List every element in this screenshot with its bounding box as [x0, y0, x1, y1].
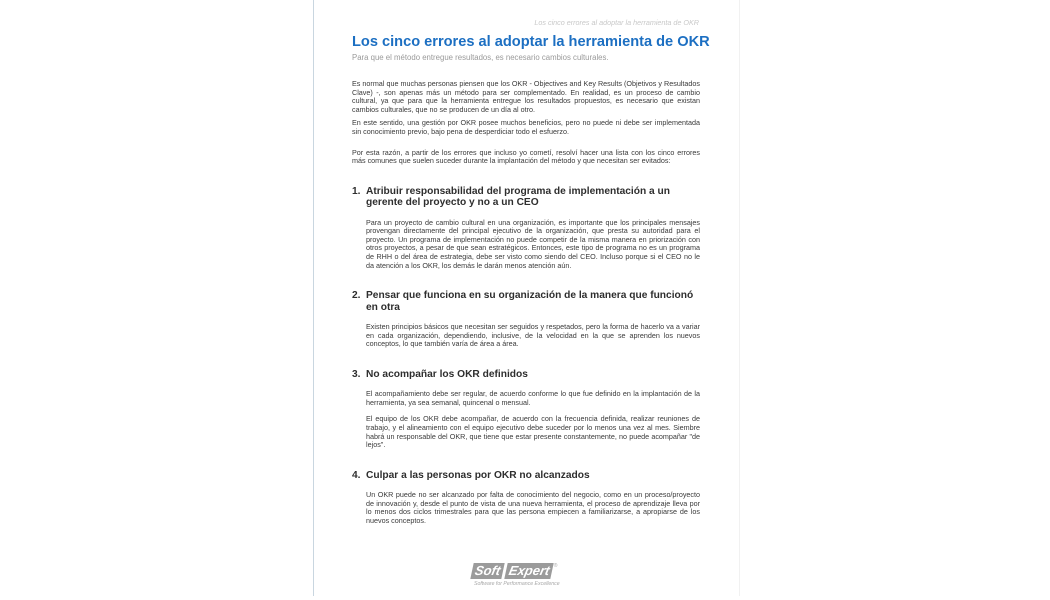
section-body — [366, 219, 700, 271]
section-body — [366, 390, 700, 450]
section-number: 2. — [352, 290, 361, 302]
intro-paragraph-1: Es normal que muchas personas piensen que los OKR - Objectives and Key Results (Objetivos y Resultados Clave) -, son apenas más un método para ser complementado. En realidad, es un proceso de cambio cultural, ya que para que la herramienta entregue los resultados propuestos, es necesario que existan cambios culturales, que no se producen de un día al otro. — [352, 79, 700, 114]
softexpert-logo — [472, 563, 582, 593]
document-subtitle: Para que el método entregue resultados, es necesario cambios culturales. — [352, 53, 609, 62]
section-paragraph: Un OKR puede no ser alcanzado por falta de conocimiento del negocio, como en un proceso/proyecto de innovación y, desde el punto de vista de una nueva herramienta, el proceso de aprendizaje lleva por lo menos dos ciclos trimestrales para que las persona empiecen a familiarizarse, a apropiarse de los nuevos conceptos. — [366, 490, 700, 525]
logo-word-expert: Expert — [505, 563, 555, 579]
document-title: Los cinco errores al adoptar la herramienta de OKR — [352, 34, 710, 50]
section-number: 4. — [352, 469, 361, 481]
logo-wordmark — [472, 563, 582, 579]
section-paragraph: Existen principios básicos que necesitan ser seguidos y respetados, pero la forma de hacerlo va a variar en cada organización, dependiendo, inclusive, de la velocidad en la que se aprenden los nuevos conceptos, lo que también varía de área a área. — [366, 321, 700, 349]
section-3 — [352, 369, 700, 450]
section-title: Culpar a las personas por OKR no alcanzados — [366, 469, 590, 481]
section-heading — [352, 369, 700, 380]
intro-paragraph-3: Por esta razón, a partir de los errores que incluso yo cometí, resolví hacer una lista con los cinco errores más comunes que suelen suceder durante la implantación del método y que necesitan ser evitados: — [352, 147, 700, 166]
section-title: Atribuir responsabilidad del programa de implementación a un gerente del proyecto y no a un CEO — [366, 185, 670, 209]
section-heading — [352, 186, 700, 209]
section-2 — [352, 290, 700, 349]
section-paragraph: El equipo de los OKR debe acompañar, de acuerdo con la frecuencia definida, realizar reuniones de trabajo, y el alineamiento con el equipo ejecutivo debe suceder por lo menos una vez al mes. Siembre habrá un responsable del OKR, que tiene que estar presente constantemente, no puede acompañar "de lejos". — [366, 414, 700, 450]
registered-mark-icon: ® — [553, 563, 558, 569]
section-title: Pensar que funciona en su organización de la manera que funcionó en otra — [366, 290, 694, 313]
section-body — [366, 491, 700, 525]
section-paragraph: Para un proyecto de cambio cultural en una organización, es importante que los principales mensajes provengan directamente del principal ejecutivo de la organización, que presta su autoridad para el proyecto. Un programa de implementación no puede competir de la misma manera en priorización con otros proyectos, a pesar de que sean estratégicos. Entonces, este tipo de programa no es un programa de RHH o del área de estrategia, debe ser visto como siendo del CEO. Incluso porque si el CEO no le da atención a los OKR, los demás le darán menos atención aún. — [366, 217, 700, 270]
section-heading — [352, 290, 700, 313]
section-title: No acompañar los OKR definidos — [366, 368, 528, 380]
section-body — [366, 323, 700, 349]
section-heading — [352, 470, 700, 481]
section-number: 3. — [352, 368, 361, 380]
section-4 — [352, 470, 700, 526]
document-page — [313, 0, 740, 596]
section-1 — [352, 186, 700, 270]
running-header: Los cinco errores al adoptar la herramienta de OKR — [534, 18, 699, 27]
logo-tagline: Software for Performance Excellence — [474, 581, 560, 587]
intro-paragraph-2: En este sentido, una gestión por OKR posee muchos beneficios, pero no puede ni debe ser implementada sin conocimiento previo, bajo pena de desperdiciar todo el esfuerzo. — [352, 118, 700, 136]
document-body — [352, 80, 700, 525]
section-paragraph: El acompañamiento debe ser regular, de acuerdo conforme lo que fue definido en la implantación de la herramienta, ya sea semanal, quincenal o mensual. — [366, 389, 700, 407]
section-number: 1. — [352, 185, 361, 197]
logo-word-soft: Soft — [470, 563, 505, 579]
